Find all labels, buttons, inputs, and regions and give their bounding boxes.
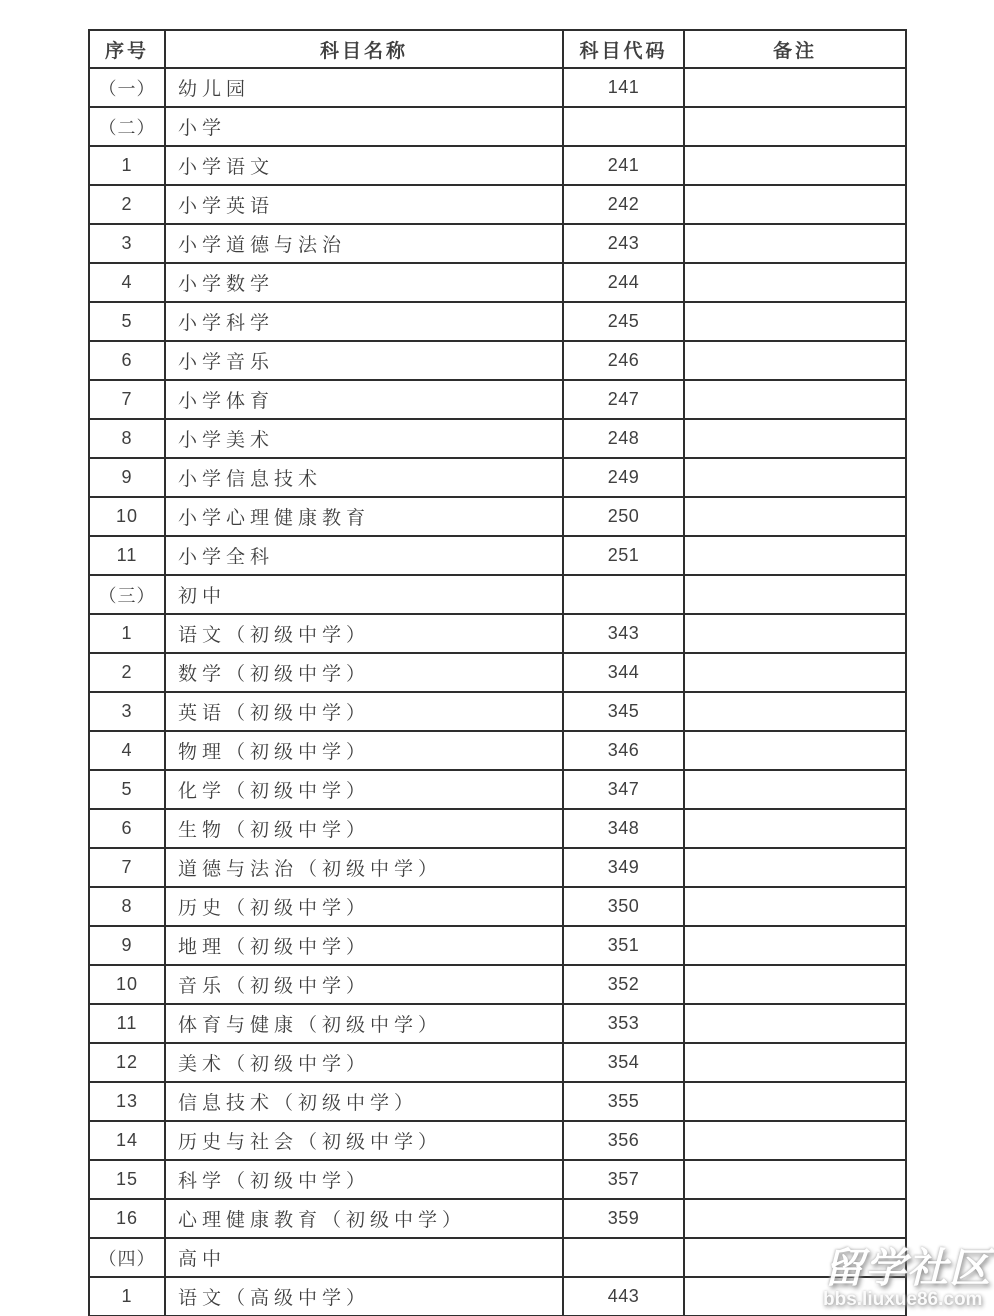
remarks-cell [684, 1121, 906, 1160]
subject-code-cell: 354 [563, 1043, 684, 1082]
subject-name-cell: 小学美术 [165, 419, 563, 458]
remarks-cell [684, 1160, 906, 1199]
remarks-cell [684, 848, 906, 887]
subject-code-cell [563, 575, 684, 614]
table-row [89, 146, 906, 185]
subject-code-cell: 357 [563, 1160, 684, 1199]
subject-code-cell: 359 [563, 1199, 684, 1238]
table-row [89, 1043, 906, 1082]
remarks-cell [684, 380, 906, 419]
subject-code-cell [563, 107, 684, 146]
subject-name-cell: 科学（初级中学） [165, 1160, 563, 1199]
subject-name-cell: 体育与健康（初级中学） [165, 1004, 563, 1043]
remarks-cell [684, 1004, 906, 1043]
table-row [89, 965, 906, 1004]
subject-code-cell: 443 [563, 1277, 684, 1316]
row-index-cell: 3 [89, 692, 165, 731]
remarks-cell [684, 419, 906, 458]
row-index-cell: （四） [89, 1238, 165, 1277]
remarks-cell [684, 770, 906, 809]
subject-name-cell: 物理（初级中学） [165, 731, 563, 770]
subject-code-cell: 243 [563, 224, 684, 263]
remarks-cell [684, 1199, 906, 1238]
table-row [89, 809, 906, 848]
row-index-cell: 6 [89, 809, 165, 848]
row-index-cell: 8 [89, 419, 165, 458]
table-row [89, 1082, 906, 1121]
row-index-cell: 5 [89, 770, 165, 809]
table-row [89, 1199, 906, 1238]
row-index-cell: 1 [89, 146, 165, 185]
remarks-cell [684, 731, 906, 770]
subject-name-cell: 小学信息技术 [165, 458, 563, 497]
remarks-cell [684, 614, 906, 653]
subject-name-cell: 小学道德与法治 [165, 224, 563, 263]
subject-name-cell: 小学英语 [165, 185, 563, 224]
table-row [89, 380, 906, 419]
row-index-cell: 11 [89, 1004, 165, 1043]
table-row [89, 614, 906, 653]
table-row [89, 536, 906, 575]
subject-name-cell: 数学（初级中学） [165, 653, 563, 692]
subject-code-cell: 249 [563, 458, 684, 497]
remarks-cell [684, 575, 906, 614]
table-row [89, 770, 906, 809]
remarks-cell [684, 224, 906, 263]
table-row [89, 1004, 906, 1043]
subject-name-cell: 小学体育 [165, 380, 563, 419]
subject-code-cell: 352 [563, 965, 684, 1004]
row-index-cell: 2 [89, 185, 165, 224]
table-row [89, 302, 906, 341]
subject-name-cell: 小学 [165, 107, 563, 146]
subject-name-cell: 小学心理健康教育 [165, 497, 563, 536]
subject-name-cell: 心理健康教育（初级中学） [165, 1199, 563, 1238]
subject-name-cell: 音乐（初级中学） [165, 965, 563, 1004]
table-body [89, 68, 906, 1316]
table-row [89, 341, 906, 380]
subject-name-cell: 小学数学 [165, 263, 563, 302]
table-row [89, 107, 906, 146]
table-header-row [89, 30, 906, 68]
subject-name-cell: 小学音乐 [165, 341, 563, 380]
remarks-cell [684, 146, 906, 185]
subject-name-cell: 语文（高级中学） [165, 1277, 563, 1316]
subject-code-cell: 345 [563, 692, 684, 731]
table-row [89, 458, 906, 497]
remarks-cell [684, 1082, 906, 1121]
row-index-cell: 3 [89, 224, 165, 263]
subject-name-cell: 高中 [165, 1238, 563, 1277]
remarks-cell [684, 1277, 906, 1316]
subject-code-cell: 250 [563, 497, 684, 536]
subject-name-cell: 语文（初级中学） [165, 614, 563, 653]
subject-code-cell: 246 [563, 341, 684, 380]
header-index: 序号 [89, 30, 165, 68]
remarks-cell [684, 809, 906, 848]
row-index-cell: （一） [89, 68, 165, 107]
remarks-cell [684, 536, 906, 575]
table-row [89, 68, 906, 107]
subject-name-cell: 信息技术（初级中学） [165, 1082, 563, 1121]
table-row [89, 1160, 906, 1199]
watermark-url: bbs.liuxue86.com [823, 1289, 983, 1310]
subject-code-cell: 245 [563, 302, 684, 341]
table-row [89, 575, 906, 614]
table-row [89, 263, 906, 302]
row-index-cell: 12 [89, 1043, 165, 1082]
subject-code-cell: 141 [563, 68, 684, 107]
subject-code-cell: 355 [563, 1082, 684, 1121]
table-row [89, 653, 906, 692]
row-index-cell: 9 [89, 926, 165, 965]
subject-name-cell: 小学语文 [165, 146, 563, 185]
row-index-cell: 11 [89, 536, 165, 575]
remarks-cell [684, 692, 906, 731]
row-index-cell: 4 [89, 731, 165, 770]
subject-code-cell: 247 [563, 380, 684, 419]
table-row [89, 731, 906, 770]
subject-name-cell: 生物（初级中学） [165, 809, 563, 848]
table-row [89, 848, 906, 887]
row-index-cell: 8 [89, 887, 165, 926]
row-index-cell: （二） [89, 107, 165, 146]
remarks-cell [684, 926, 906, 965]
subject-code-cell: 248 [563, 419, 684, 458]
remarks-cell [684, 1238, 906, 1277]
subject-name-cell: 初中 [165, 575, 563, 614]
row-index-cell: 1 [89, 1277, 165, 1316]
row-index-cell: 16 [89, 1199, 165, 1238]
row-index-cell: （三） [89, 575, 165, 614]
row-index-cell: 10 [89, 497, 165, 536]
subject-name-cell: 化学（初级中学） [165, 770, 563, 809]
subject-name-cell: 历史（初级中学） [165, 887, 563, 926]
subject-name-cell: 道德与法治（初级中学） [165, 848, 563, 887]
row-index-cell: 1 [89, 614, 165, 653]
subject-name-cell: 地理（初级中学） [165, 926, 563, 965]
table-row [89, 1277, 906, 1316]
row-index-cell: 13 [89, 1082, 165, 1121]
subject-code-cell: 344 [563, 653, 684, 692]
remarks-cell [684, 302, 906, 341]
header-subject-name: 科目名称 [165, 30, 563, 68]
table-row [89, 419, 906, 458]
subject-code-cell: 353 [563, 1004, 684, 1043]
subject-code-table [88, 29, 907, 1316]
subject-code-cell [563, 1238, 684, 1277]
subject-code-cell: 244 [563, 263, 684, 302]
remarks-cell [684, 341, 906, 380]
remarks-cell [684, 185, 906, 224]
row-index-cell: 14 [89, 1121, 165, 1160]
table-row [89, 185, 906, 224]
header-subject-code: 科目代码 [563, 30, 684, 68]
subject-name-cell: 美术（初级中学） [165, 1043, 563, 1082]
remarks-cell [684, 965, 906, 1004]
table-row [89, 1121, 906, 1160]
subject-code-cell: 350 [563, 887, 684, 926]
row-index-cell: 6 [89, 341, 165, 380]
subject-code-cell: 356 [563, 1121, 684, 1160]
subject-code-cell: 349 [563, 848, 684, 887]
row-index-cell: 9 [89, 458, 165, 497]
subject-code-cell: 251 [563, 536, 684, 575]
remarks-cell [684, 653, 906, 692]
remarks-cell [684, 497, 906, 536]
table-row [89, 497, 906, 536]
subject-name-cell: 小学科学 [165, 302, 563, 341]
remarks-cell [684, 68, 906, 107]
subject-name-cell: 英语（初级中学） [165, 692, 563, 731]
watermark-title: 留学社区 [823, 1245, 991, 1291]
remarks-cell [684, 887, 906, 926]
subject-name-cell: 幼儿园 [165, 68, 563, 107]
remarks-cell [684, 458, 906, 497]
table-row [89, 887, 906, 926]
table-row [89, 224, 906, 263]
table-row [89, 692, 906, 731]
row-index-cell: 4 [89, 263, 165, 302]
subject-code-cell: 351 [563, 926, 684, 965]
subject-code-cell: 241 [563, 146, 684, 185]
remarks-cell [684, 1043, 906, 1082]
row-index-cell: 7 [89, 380, 165, 419]
remarks-cell [684, 263, 906, 302]
subject-name-cell: 小学全科 [165, 536, 563, 575]
subject-code-cell: 343 [563, 614, 684, 653]
row-index-cell: 2 [89, 653, 165, 692]
subject-code-cell: 242 [563, 185, 684, 224]
subject-code-cell: 348 [563, 809, 684, 848]
table-row [89, 1238, 906, 1277]
subject-code-cell: 347 [563, 770, 684, 809]
remarks-cell [684, 107, 906, 146]
row-index-cell: 7 [89, 848, 165, 887]
table-row [89, 926, 906, 965]
subject-code-cell: 346 [563, 731, 684, 770]
row-index-cell: 5 [89, 302, 165, 341]
row-index-cell: 15 [89, 1160, 165, 1199]
row-index-cell: 10 [89, 965, 165, 1004]
header-remarks: 备注 [684, 30, 906, 68]
subject-name-cell: 历史与社会（初级中学） [165, 1121, 563, 1160]
